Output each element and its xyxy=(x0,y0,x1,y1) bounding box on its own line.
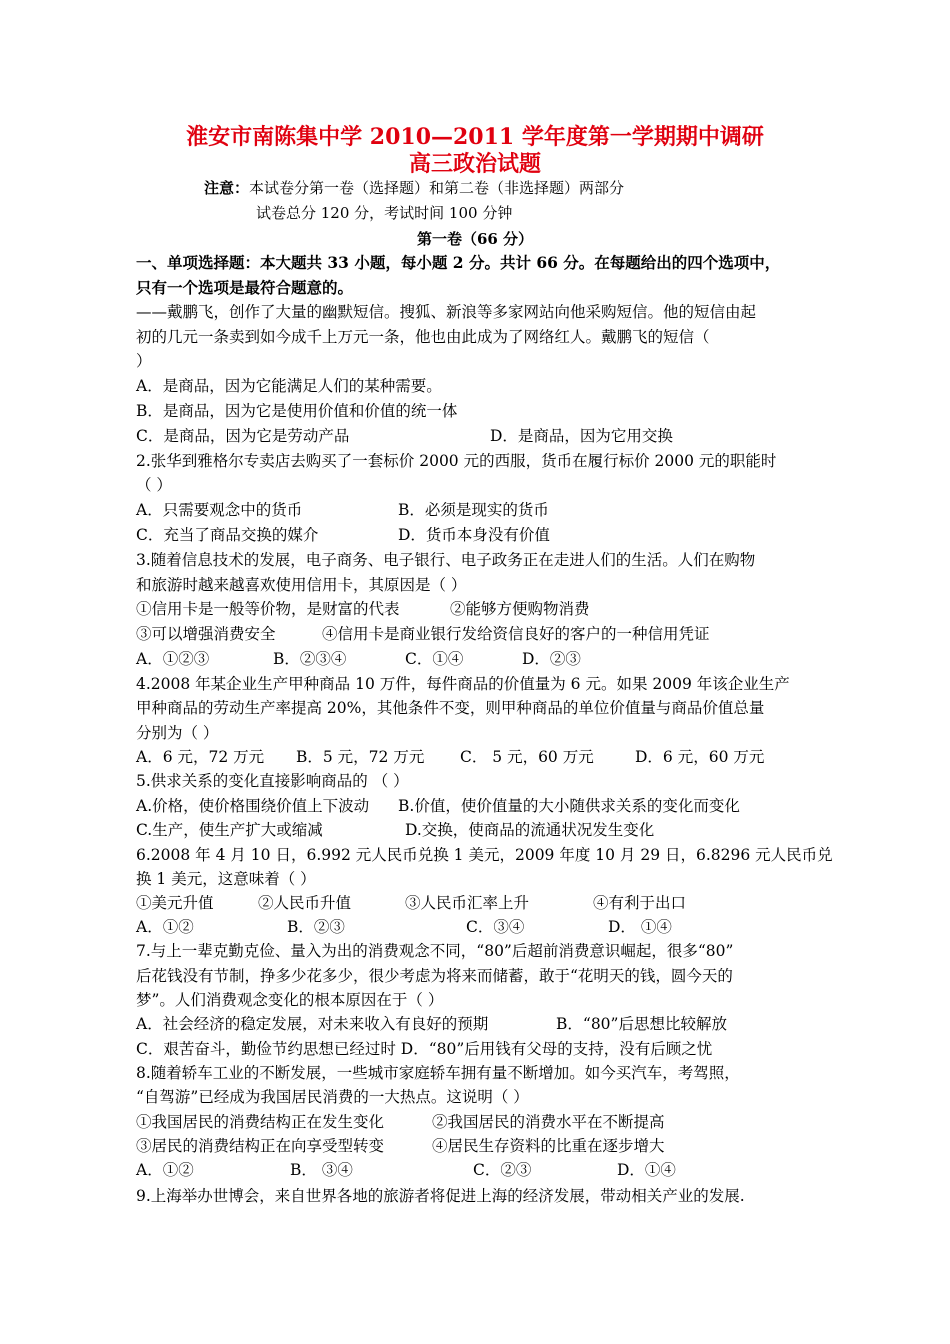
q6-option-d: D． ①④ xyxy=(608,918,672,936)
q6-stem-line2: 换 1 美元，这意味着（ ） xyxy=(136,870,316,888)
exam-title-line1: 淮安市南陈集中学 2010—2011 学年度第一学期期中调研 xyxy=(186,124,764,150)
q1-stem-line2: 初的几元一条卖到如今成千上万元一条，他也由此成为了网络红人。戴鹏飞的短信（ xyxy=(136,328,710,346)
q6-statement-1: ①美元升值 xyxy=(136,894,214,912)
q2-stem-line2: （ ） xyxy=(136,476,172,494)
q5-option-a: A.价格，使价格围绕价值上下波动 xyxy=(136,797,370,815)
note-label: 注意： xyxy=(204,179,250,197)
q2-option-d: D．货币本身没有价值 xyxy=(398,526,550,544)
q3-option-b: B．②③④ xyxy=(273,650,347,668)
exam-title-line2: 高三政治试题 xyxy=(408,151,541,177)
q6-option-c: C．③④ xyxy=(466,918,525,936)
q1-option-c: C．是商品，因为它是劳动产品 xyxy=(136,427,350,445)
exam-note-line2: 试卷总分 120 分，考试时间 100 分钟 xyxy=(256,204,513,222)
q7-option-a: A．社会经济的稳定发展，对未来收入有良好的预期 xyxy=(136,1015,489,1033)
q6-stem-line1: 6.2008 年 4 月 10 日，6.992 元人民币兑换 1 美元，2009 年度 10 月 29 日，6.8296 元人民币兑 xyxy=(136,846,833,864)
q1-stem-line1: ——戴鹏飞，创作了大量的幽默短信。搜狐、新浪等多家网站向他采购短信。他的短信由起 xyxy=(136,303,757,321)
q8-option-d: D．①④ xyxy=(617,1161,676,1179)
q4-stem-line2: 甲种商品的劳动生产率提高 20%，其他条件不变，则甲种商品的单位价值量与商品价值总量 xyxy=(136,699,765,717)
q8-statement-3: ③居民的消费结构正在向享受型转变 xyxy=(136,1137,385,1155)
q5-option-d: D.交换，使商品的流通状况发生变化 xyxy=(405,821,655,839)
note-text: 本试卷分第一卷（选择题）和第二卷（非选择题）两部分 xyxy=(249,179,625,197)
q8-stem-line1: 8.随着轿车工业的不断发展，一些城市家庭轿车拥有量不断增加。如今买汽车，考驾照， xyxy=(136,1064,740,1082)
q1-option-a: A．是商品，因为它能满足人们的某种需要。 xyxy=(136,377,442,395)
q6-statement-3: ③人民币汇率上升 xyxy=(405,894,530,912)
section-title: 第一卷（66 分） xyxy=(416,230,534,248)
q3-statement-1: ①信用卡是一般等价物，是财富的代表 xyxy=(136,600,400,618)
q3-statement-2: ②能够方便购物消费 xyxy=(450,600,590,618)
q6-option-b: B．②③ xyxy=(287,918,345,936)
q3-option-d: D．②③ xyxy=(522,650,581,668)
q8-statement-1: ①我国居民的消费结构正在发生变化 xyxy=(136,1113,385,1131)
q8-option-b: B． ③④ xyxy=(290,1161,353,1179)
q3-stem-line2: 和旅游时越来越喜欢使用信用卡，其原因是（ ） xyxy=(136,576,467,594)
q4-option-a: A．6 元，72 万元 xyxy=(136,748,265,766)
section-instruction-line2: 只有一个选项是最符合题意的。 xyxy=(136,278,354,297)
section-instruction-line1: 一、单项选择题：本大题共 33 小题，每小题 2 分。共计 66 分。在每题给出的四个选项中， xyxy=(136,253,781,272)
q2-option-a: A．只需要观念中的货币 xyxy=(136,501,303,519)
q4-stem-line3: 分别为（ ） xyxy=(136,724,219,742)
q4-option-c: C． 5 元，60 万元 xyxy=(460,748,594,766)
q4-stem-line1: 4.2008 年某企业生产甲种商品 10 万件，每件商品的价值量为 6 元。如果 2009 年该企业生产 xyxy=(136,675,790,693)
q5-option-c: C.生产，使生产扩大或缩减 xyxy=(136,821,323,839)
q5-option-b: B.价值，使价值量的大小随供求关系的变化而变化 xyxy=(398,797,740,815)
q7-stem-line2: 后花钱没有节制，挣多少花多少，很少考虑为将来而储蓄，敢于“花明天的钱，圆今天的 xyxy=(136,967,733,985)
q7-option-b: B．“80”后思想比较解放 xyxy=(556,1015,727,1033)
q7-stem-line1: 7.与上一辈克勤克俭、量入为出的消费观念不同，“80”后超前消费意识崛起，很多“80” xyxy=(136,942,734,960)
q9-stem-line1: 9.上海举办世博会，来自世界各地的旅游者将促进上海的经济发展，带动相关产业的发展. xyxy=(136,1187,745,1205)
exam-note-line1 xyxy=(204,178,624,198)
q3-option-c: C．①④ xyxy=(405,650,464,668)
q2-stem-line1: 2.张华到雅格尔专卖店去购买了一套标价 2000 元的西服，货币在履行标价 2000 元的职能时 xyxy=(136,452,777,470)
q3-statement-4: ④信用卡是商业银行发给资信良好的客户的一种信用凭证 xyxy=(322,625,710,643)
q6-statement-2: ②人民币升值 xyxy=(258,894,352,912)
q7-option-cd: C．艰苦奋斗，勤俭节约思想已经过时 D．“80”后用钱有父母的支持，没有后顾之忧 xyxy=(136,1040,713,1058)
q2-option-b: B．必须是现实的货币 xyxy=(398,501,549,519)
q8-option-c: C．②③ xyxy=(473,1161,532,1179)
q8-stem-line2: “自驾游”已经成为我国居民消费的一大热点。这说明（ ） xyxy=(136,1088,529,1106)
q1-option-b: B．是商品，因为它是使用价值和价值的统一体 xyxy=(136,402,458,420)
q3-statement-3: ③可以增强消费安全 xyxy=(136,625,276,643)
q8-statement-2: ②我国居民的消费水平在不断提高 xyxy=(432,1113,665,1131)
q4-option-d: D．6 元，60 万元 xyxy=(635,748,765,766)
q1-stem-line3: ） xyxy=(136,352,152,370)
q5-stem-line1: 5.供求关系的变化直接影响商品的 （ ） xyxy=(136,772,409,790)
q2-option-c: C．充当了商品交换的媒介 xyxy=(136,526,319,544)
q8-statement-4: ④居民生存资料的比重在逐步增大 xyxy=(432,1137,665,1155)
q8-option-a: A．①② xyxy=(136,1161,194,1179)
q6-option-a: A．①② xyxy=(136,918,194,936)
q1-option-d: D．是商品，因为它用交换 xyxy=(490,427,673,445)
q7-stem-line3: 梦”。人们消费观念变化的根本原因在于（ ） xyxy=(136,991,444,1009)
q6-statement-4: ④有利于出口 xyxy=(593,894,687,912)
q3-option-a: A．①②③ xyxy=(136,650,210,668)
q3-stem-line1: 3.随着信息技术的发展，电子商务、电子银行、电子政务正在走进人们的生活。人们在购物 xyxy=(136,551,756,569)
q4-option-b: B．5 元，72 万元 xyxy=(296,748,425,766)
